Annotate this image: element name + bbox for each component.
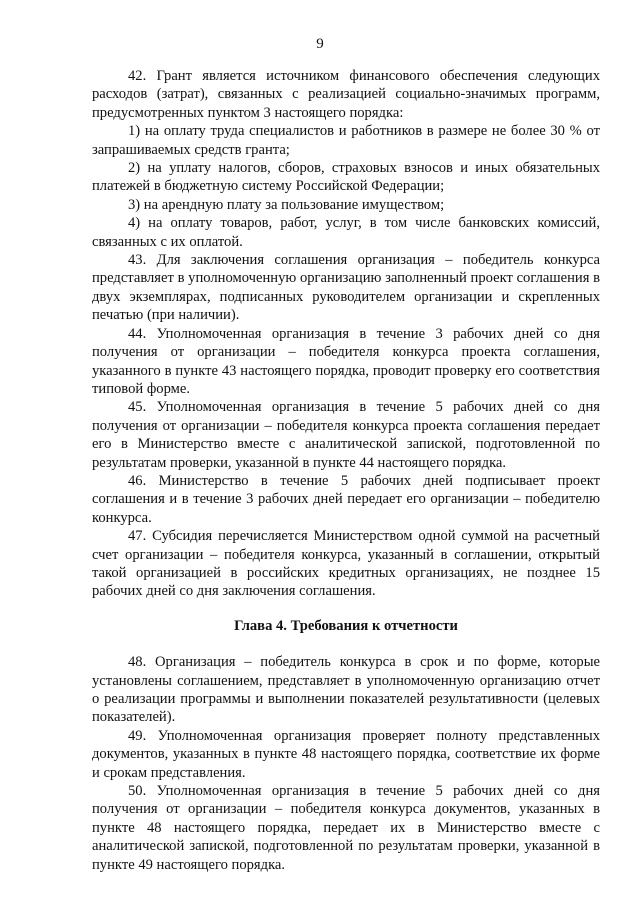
paragraph-48: 48. Организация – победитель конкурса в срок и по форме, которые установлены соглашением, представляет в уполномоченную организацию отчет о реализации программы и выполнении показателей результативности (целевых показателей). [92, 654, 600, 726]
list-item-3: 3) на арендную плату за пользование имуществом; [128, 196, 445, 213]
paragraph-45: 45. Уполномоченная организация в течение 5 рабочих дней со дня получения от организации – победителя конкурса проекта соглашения передает его в Министерство вместе с аналитической запиской, подготовленной по результатам проверки, указанной в пункте 44 настоящего порядка. [92, 399, 600, 471]
paragraph-43: 43. Для заключения соглашения организация – победитель конкурса представляет в уполномоченную организацию заполненный проект соглашения в двух экземплярах, подписанных руководителем организации и скрепленных печатью (при наличии). [92, 252, 600, 324]
list-item-2: 2) на уплату налогов, сборов, страховых взносов и иных обязательных платежей в бюджетную систему Российской Федерации; [92, 160, 600, 195]
paragraph-42: 42. Грант является источником финансового обеспечения следующих расходов (затрат), связанных с реализацией социально-значимых программ, предусмотренных пунктом 3 настоящего порядка: [92, 68, 600, 121]
chapter-heading: Глава 4. Требования к отчетности [234, 617, 458, 634]
paragraph-46: 46. Министерство в течение 5 рабочих дней подписывает проект соглашения и в течение 3 рабочих дней передает его организации – победителю конкурса. [92, 472, 600, 526]
paragraph-44: 44. Уполномоченная организация в течение 3 рабочих дней со дня получения от организации – победителя конкурса проекта соглашения, указанного в пункте 43 настоящего порядка, проводит проверку его соответствия типовой форме. [92, 325, 600, 397]
list-item-1: 1) на оплату труда специалистов и работников в размере не более 30 % от запрашиваемых средств гранта; [92, 123, 600, 158]
list-item-4: 4) на оплату товаров, работ, услуг, в том числе банковских комиссий, связанных с их оплатой. [92, 215, 600, 250]
paragraph-49: 49. Уполномоченная организация проверяет полноту представленных документов, указанных в пункте 48 настоящего порядка, соответствие их форме и срокам представления. [92, 727, 600, 781]
paragraph-47: 47. Субсидия перечисляется Министерством одной суммой на расчетный счет организации – победителя конкурса, указанный в соглашении, открытый такой организацией в российских кредитных организациях, не позднее 15 рабочих дней со дня заключения соглашения. [92, 528, 600, 600]
document-body [92, 67, 600, 874]
page-number: 9 [316, 36, 324, 52]
paragraph-50: 50. Уполномоченная организация в течение 5 рабочих дней со дня получения от организации – победителя конкурса документов, указанных в пункте 48 настоящего порядка, передает их в Министерство вместе с аналитической запиской, подготовленной по результатам проверки, указанной в пункте 49 настоящего порядка. [92, 783, 600, 873]
